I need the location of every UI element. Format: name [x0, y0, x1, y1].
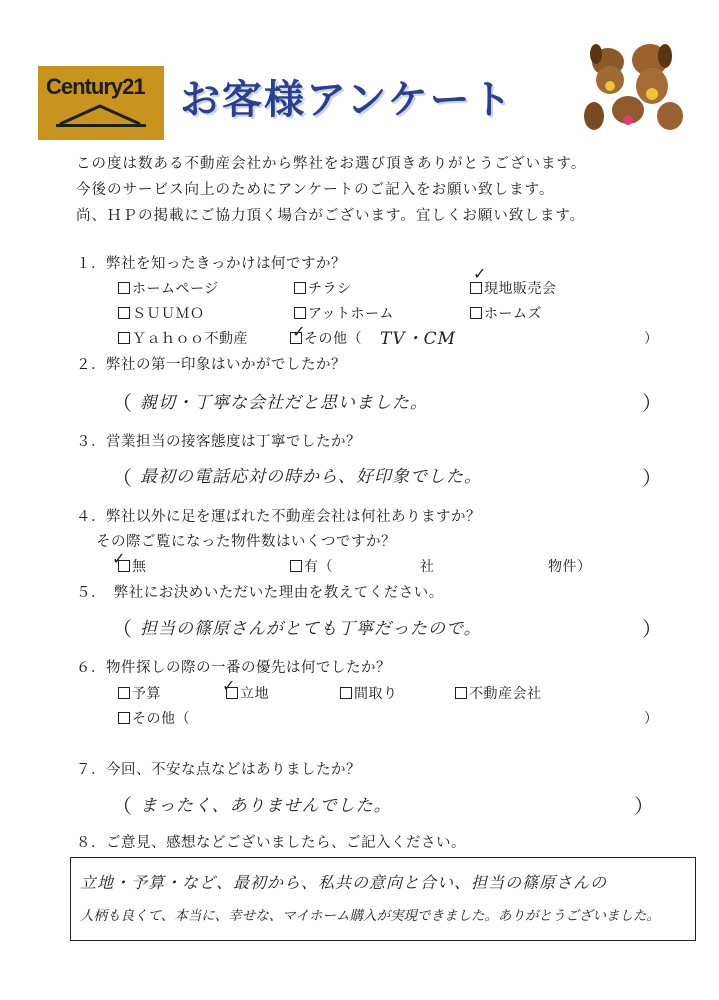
q4-label: ４．弊社以外に足を運ばれた不動産会社は何社ありますか？	[76, 509, 481, 525]
q6-option-other[interactable]	[118, 708, 190, 728]
q7-open-paren: （	[112, 794, 132, 818]
q5-label: ５． 弊社にお決めいただいた理由を教えてください。	[76, 585, 444, 601]
q6-option-budget[interactable]	[118, 683, 161, 703]
q4-unit-company: 社	[420, 559, 435, 575]
option-label: 間取り	[354, 686, 398, 702]
q2-answer: 親切・丁寧な会社だと思いました。	[140, 393, 428, 413]
intro-line-1: この度は数ある不動産会社から弊社をお選び頂きありがとうございます。	[76, 156, 587, 172]
q1-option-homes[interactable]	[470, 303, 542, 323]
intro-line-3: 尚、ＨＰの掲載にご協力頂く場合がございます。宜しくお願い致します。	[76, 208, 586, 224]
q4-unit-property: 物件）	[548, 559, 592, 575]
option-label: 予算	[132, 686, 161, 702]
q6-close-paren: ）	[644, 711, 659, 727]
checkbox[interactable]	[118, 712, 130, 724]
page-title: お客様アンケート	[180, 76, 514, 123]
option-label: 有（	[304, 559, 333, 575]
option-label: その他（	[132, 711, 190, 727]
q1-option-yahoo[interactable]	[118, 328, 248, 348]
q7-close-paren: ）	[634, 794, 654, 818]
checkbox[interactable]	[340, 687, 352, 699]
q1-label: １．弊社を知ったきっかけは何ですか？	[76, 256, 346, 272]
checkbox[interactable]	[118, 282, 130, 294]
checkbox[interactable]	[294, 307, 306, 319]
checkbox[interactable]	[294, 282, 306, 294]
checkbox[interactable]	[455, 687, 467, 699]
logo-text: Century21	[46, 74, 145, 99]
option-label: ホームページ	[132, 281, 219, 297]
q1-option-athome[interactable]	[294, 303, 394, 323]
option-label: 不動産会社	[469, 686, 542, 702]
option-label: ホームズ	[484, 306, 542, 322]
checkbox-checked[interactable]	[470, 282, 482, 294]
option-label: チラシ	[308, 281, 352, 297]
q2-open-paren: （	[112, 391, 132, 415]
q3-open-paren: （	[112, 466, 132, 490]
q1-other-answer: TV・CM	[380, 329, 457, 349]
checkbox[interactable]	[118, 307, 130, 319]
checkmark-icon: ✓	[112, 549, 126, 568]
q8-comment-line-2: 人柄も良くて、本当に、幸せな、マイホーム購入が実現できました。ありがとうございました。	[80, 908, 660, 924]
q8-comment-line-1: 立地・予算・など、最初から、私共の意向と合い、担当の篠原さんの	[80, 873, 608, 892]
option-label: 無	[132, 559, 147, 575]
q4-label-2: その際ご覧になった物件数はいくつですか？	[96, 534, 396, 550]
option-label: ＳＵＵＭＯ	[132, 306, 205, 322]
q7-answer: まったく、ありませんでした。	[140, 796, 392, 816]
q3-close-paren: ）	[642, 466, 662, 490]
q1-option-flyer[interactable]	[294, 278, 352, 298]
checkmark-icon: ✓	[222, 676, 236, 695]
checkbox[interactable]	[118, 332, 130, 344]
q1-close-paren: ）	[644, 331, 659, 347]
q2-close-paren: ）	[642, 391, 662, 415]
q5-open-paren: （	[112, 617, 132, 641]
q5-close-paren: ）	[642, 617, 662, 641]
q4-option-yes[interactable]	[290, 556, 333, 576]
option-label: その他（	[304, 331, 362, 347]
checkbox[interactable]	[290, 560, 302, 572]
option-label: アットホーム	[308, 306, 395, 322]
q2-label: ２．弊社の第一印象はいかがでしたか？	[76, 357, 346, 373]
q6-option-layout[interactable]	[340, 683, 398, 703]
dogs-mascot-icon	[570, 28, 690, 138]
checkbox[interactable]	[118, 687, 130, 699]
q5-answer: 担当の篠原さんがとても丁寧だったので。	[140, 619, 482, 639]
q6-option-agency[interactable]	[455, 683, 542, 703]
q3-answer: 最初の電話応対の時から、好印象でした。	[140, 467, 482, 487]
intro-line-2: 今後のサービス向上のためにアンケートのご記入をお願い致します。	[76, 182, 555, 198]
option-label: 立地	[240, 686, 269, 702]
q8-label: ８．ご意見、感想などございましたら、ご記入ください。	[76, 835, 466, 851]
q1-option-suumo[interactable]	[118, 303, 205, 323]
q3-label: ３．営業担当の接客態度は丁寧でしたか？	[76, 434, 361, 450]
century21-logo	[38, 66, 164, 140]
q1-option-homepage[interactable]	[118, 278, 219, 298]
q7-label: ７．今回、不安な点などはありましたか？	[76, 762, 361, 778]
checkmark-icon: ✓	[292, 322, 306, 341]
checkmark-icon: ✓	[473, 264, 487, 283]
q6-label: ６．物件探しの際の一番の優先は何でしたか？	[76, 660, 391, 676]
option-label: Ｙａｈｏｏ不動産	[132, 331, 248, 347]
option-label: 現地販売会	[484, 281, 557, 297]
checkbox[interactable]	[470, 307, 482, 319]
